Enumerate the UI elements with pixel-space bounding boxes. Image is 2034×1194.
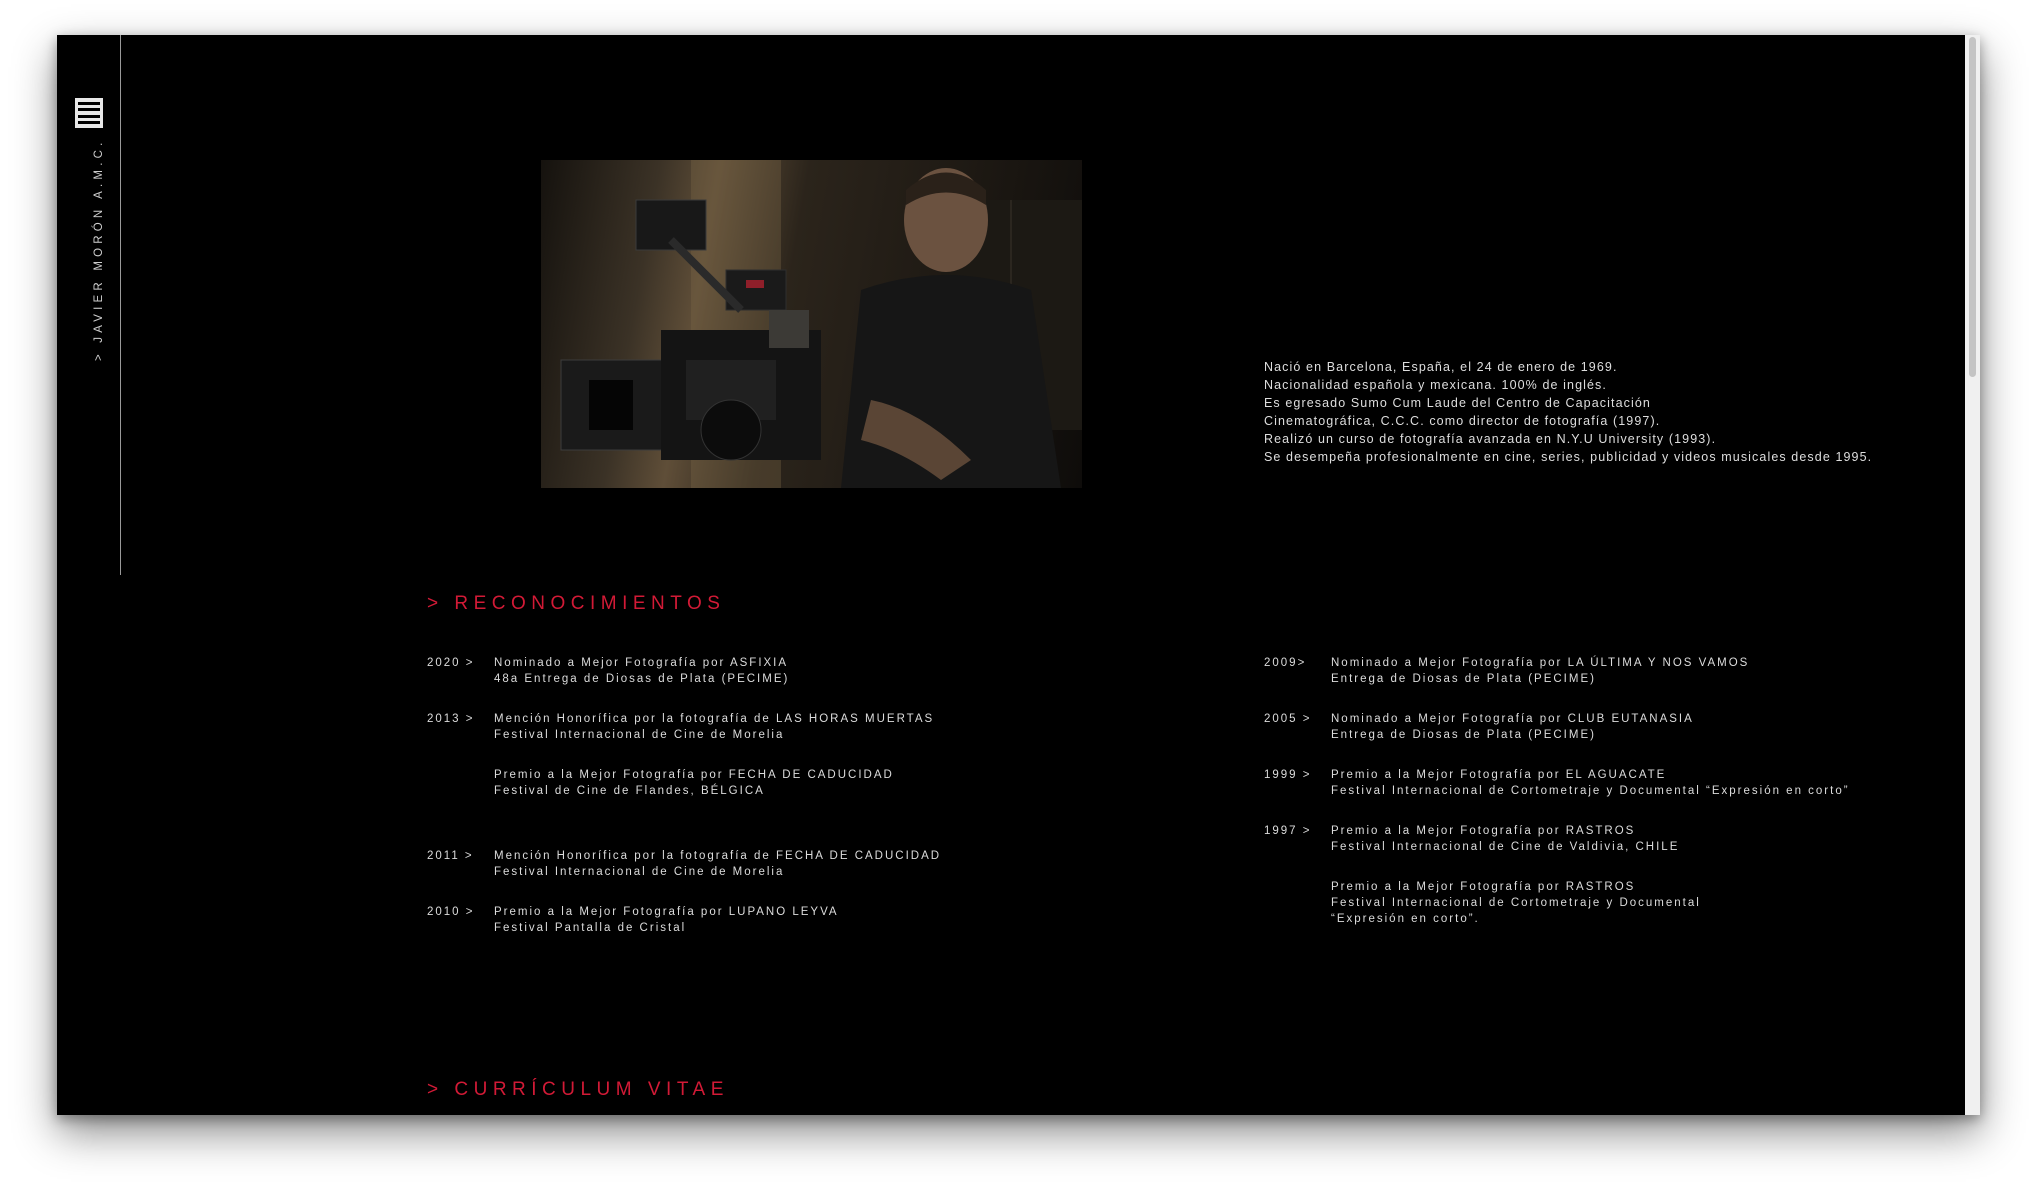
hamburger-menu-icon[interactable]	[75, 98, 103, 128]
profile-photo	[541, 160, 1082, 488]
recognitions-heading: > RECONOCIMIENTOS	[427, 593, 726, 614]
browser-viewport: > JAVIER MORÓN A.M.C. Nació en Barcelona, España, el 24 de enero de 1969. Nacionalidad española y mexicana. 100% de inglés. Es egresado Sumo Cum Laude del Centro de Capacitación Cinematográfica, C.C.C. como director de fotografía (1997). Realizó un curso de fotografía avanzada en N.Y.U University (1993). Se desempeña profesionalmente en cine, series, publicidad y videos musicales desde 1995. > RECONOCIMIENTOS 2020 > Nominado a Mejor Fotografía por ASFIXIA 48a Entrega de Diosas de Plata (PECIME) 2013 > Mención Honorífica por la fotografía de LAS HORAS MUERTAS Festival Internacional de Cine de Morelia Premio a la Mejor Fotografía por FECHA DE CADUCIDAD Festival de Cine de Flandes, BÉLGICA 2011 > Mención Honorífica por la fotografía de FECHA DE CADUCIDAD Festival Internacional de Cine de Morelia 2010 > Premio a la Mejor Fotografía por LUPANO LEYVA Festival Pantalla de Cristal 2009> Nominado a Mejor Fotografía por LA ÚLTIMA Y NOS VAMOS Entrega de Diosas de Plata (PECIME) 2005 > Nominado a Mejor Fotografía por CLUB EUTANASIA Entrega de Diosas de Plata (PECIME) 1999 > Premio a la Mejor Fotografía por EL AGUACATE Festival Internacional de Cortometraje y Documental “Expresión en corto” 1997 > Premio a la Mejor Fotografía por RASTROS Festival Internacional de Cine de Valdivia, CHILE Premio a la Mejor Fotografía por RASTROS Festival Internacional de Cortometraje y Documental “Expresión en corto”. > CURRÍCULUM VITAE	[57, 35, 1980, 1115]
scrollbar-thumb[interactable]	[1969, 37, 1976, 377]
sidebar-divider	[120, 35, 121, 575]
bio-text: Nació en Barcelona, España, el 24 de enero de 1969. Nacionalidad española y mexicana. 100% de inglés. Es egresado Sumo Cum Laude del Centro de Capacitación Cinematográfica, C.C.C. como director de fotografía (1997). Realizó un curso de fotografía avanzada en N.Y.U University (1993). Se desempeña profesionalmente en cine, series, publicidad y videos musicales desde 1995.	[1264, 360, 1873, 464]
cv-heading: > CURRÍCULUM VITAE	[427, 1079, 729, 1100]
site-title[interactable]: > JAVIER MORÓN A.M.C.	[93, 138, 105, 361]
vertical-scrollbar[interactable]	[1965, 35, 1980, 1115]
